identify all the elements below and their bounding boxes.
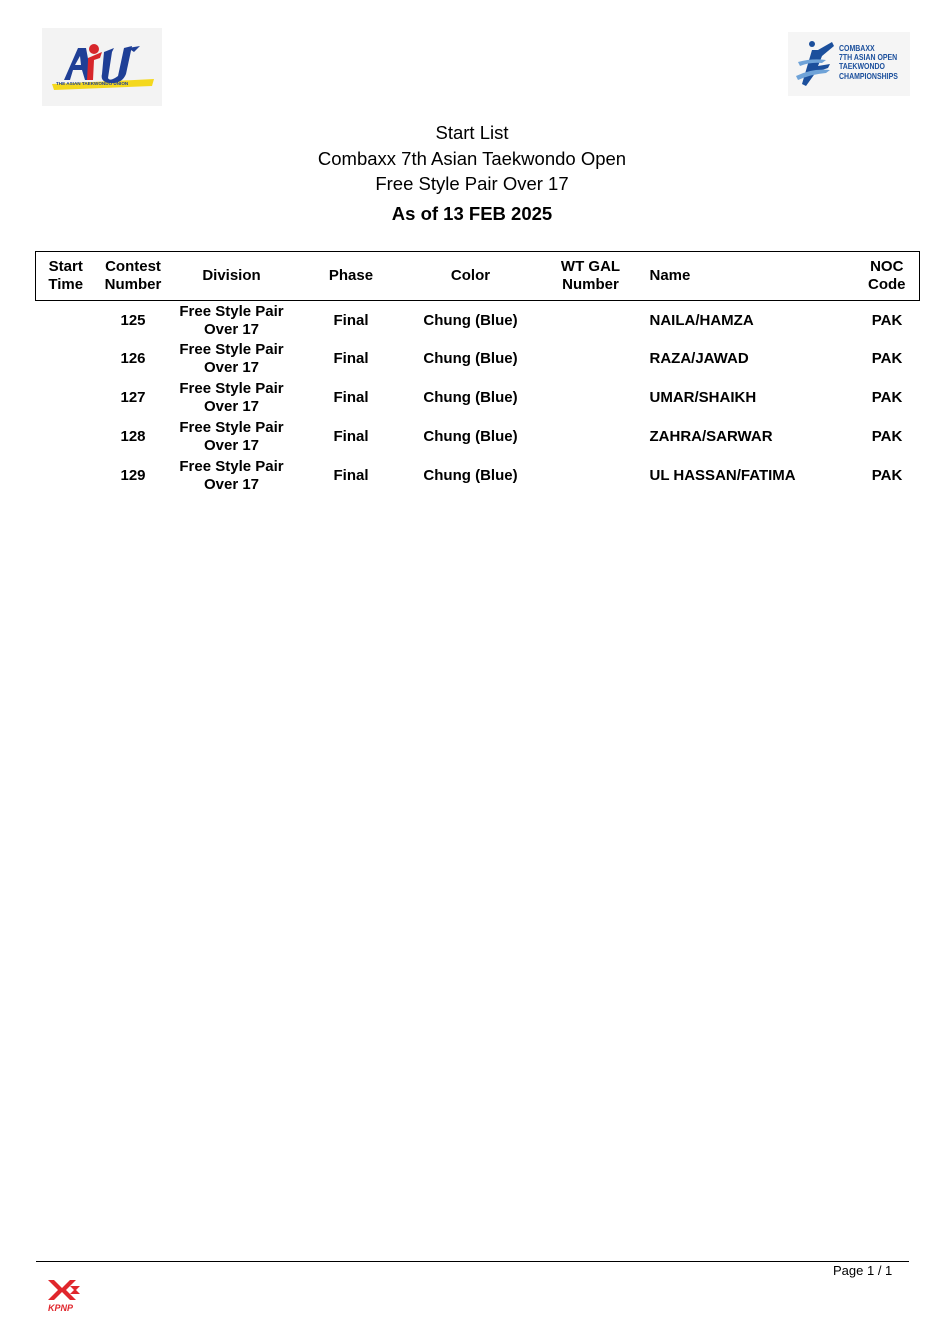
document-header	[0, 120, 944, 225]
kpnp-logo-graphic	[44, 1276, 90, 1316]
name-cell: UL HASSAN/FATIMA	[649, 467, 796, 484]
name-cell: ZAHRA/SARWAR	[649, 428, 773, 445]
division-name: Free Style Pair Over 17	[375, 173, 569, 194]
phase-cell: Final	[333, 312, 369, 330]
name-cell: NAILA/HAMZA	[649, 312, 754, 330]
table-row	[36, 340, 920, 379]
wt-gal-number-cell	[532, 457, 650, 496]
document-title: Start List	[435, 122, 509, 143]
atu-logo-graphic	[42, 28, 162, 106]
color-cell: Chung (Blue)	[423, 312, 518, 330]
table-row	[36, 457, 920, 496]
noc-code-cell: PAK	[871, 428, 903, 445]
as-of-date: As of 13 FEB 2025	[391, 202, 553, 224]
start-time-cell	[36, 340, 96, 379]
phase-cell: Final	[333, 350, 369, 367]
page-number: Page 1 / 1	[833, 1263, 893, 1278]
start-time-cell	[36, 418, 96, 457]
name-cell: RAZA/JAWAD	[649, 350, 749, 367]
col-header-noc-code: NOC Code	[855, 252, 920, 301]
contest-number-cell: 126	[120, 350, 146, 367]
col-header-wt-gal-number: WT GAL Number	[532, 252, 650, 301]
combaxx-figure-icon	[792, 32, 842, 96]
start-time-cell	[36, 457, 96, 496]
noc-code-cell: PAK	[871, 312, 903, 330]
table-row	[36, 301, 920, 340]
color-cell: Chung (Blue)	[423, 467, 518, 484]
contest-number-cell: 127	[120, 389, 146, 406]
phase-cell: Final	[333, 428, 369, 445]
wt-gal-number-cell	[532, 418, 650, 457]
table-row	[36, 379, 920, 418]
col-header-contest-number: Contest Number	[96, 252, 171, 301]
name-cell: UMAR/SHAIKH	[649, 389, 757, 406]
division-cell: Free Style Pair Over 17	[179, 341, 284, 376]
color-cell: Chung (Blue)	[423, 428, 518, 445]
start-time-cell	[36, 379, 96, 418]
color-cell: Chung (Blue)	[423, 350, 518, 367]
start-list-table	[35, 251, 920, 496]
division-cell: Free Style Pair Over 17	[179, 303, 284, 339]
kpnp-logo-text: KPNP	[48, 1303, 74, 1313]
table-header-row	[36, 252, 920, 301]
division-cell: Free Style Pair Over 17	[179, 458, 284, 493]
table-row	[36, 418, 920, 457]
noc-code-cell: PAK	[871, 389, 903, 406]
phase-cell: Final	[333, 389, 369, 406]
division-cell: Free Style Pair Over 17	[179, 380, 284, 415]
noc-code-cell: PAK	[871, 350, 903, 367]
kpnp-logo	[44, 1276, 90, 1316]
event-name: Combaxx 7th Asian Taekwondo Open	[317, 147, 627, 169]
wt-gal-number-cell	[532, 301, 650, 340]
atu-caption: THE ASIAN TAEKWONDO UNION	[56, 81, 129, 86]
division-cell: Free Style Pair Over 17	[179, 419, 284, 454]
wt-gal-number-cell	[532, 340, 650, 379]
col-header-division: Division	[171, 252, 293, 301]
noc-code-cell: PAK	[871, 467, 903, 484]
phase-cell: Final	[333, 467, 369, 484]
col-header-start-time: Start Time	[36, 252, 96, 301]
col-header-color: Color	[410, 252, 532, 301]
col-header-name: Name	[650, 252, 855, 301]
contest-number-cell: 125	[120, 312, 146, 330]
start-time-cell	[36, 301, 96, 340]
col-header-phase: Phase	[293, 252, 410, 301]
combaxx-logo-text: COMBAXX 7TH ASIAN OPEN TAEKWONDO CHAMPIONSHIPS	[839, 43, 898, 81]
color-cell: Chung (Blue)	[423, 389, 518, 406]
contest-number-cell: 128	[120, 428, 146, 445]
combaxx-championship-logo	[788, 32, 910, 96]
asian-taekwondo-union-logo	[42, 28, 162, 106]
wt-gal-number-cell	[532, 379, 650, 418]
footer-divider	[36, 1261, 909, 1262]
contest-number-cell: 129	[120, 467, 146, 484]
